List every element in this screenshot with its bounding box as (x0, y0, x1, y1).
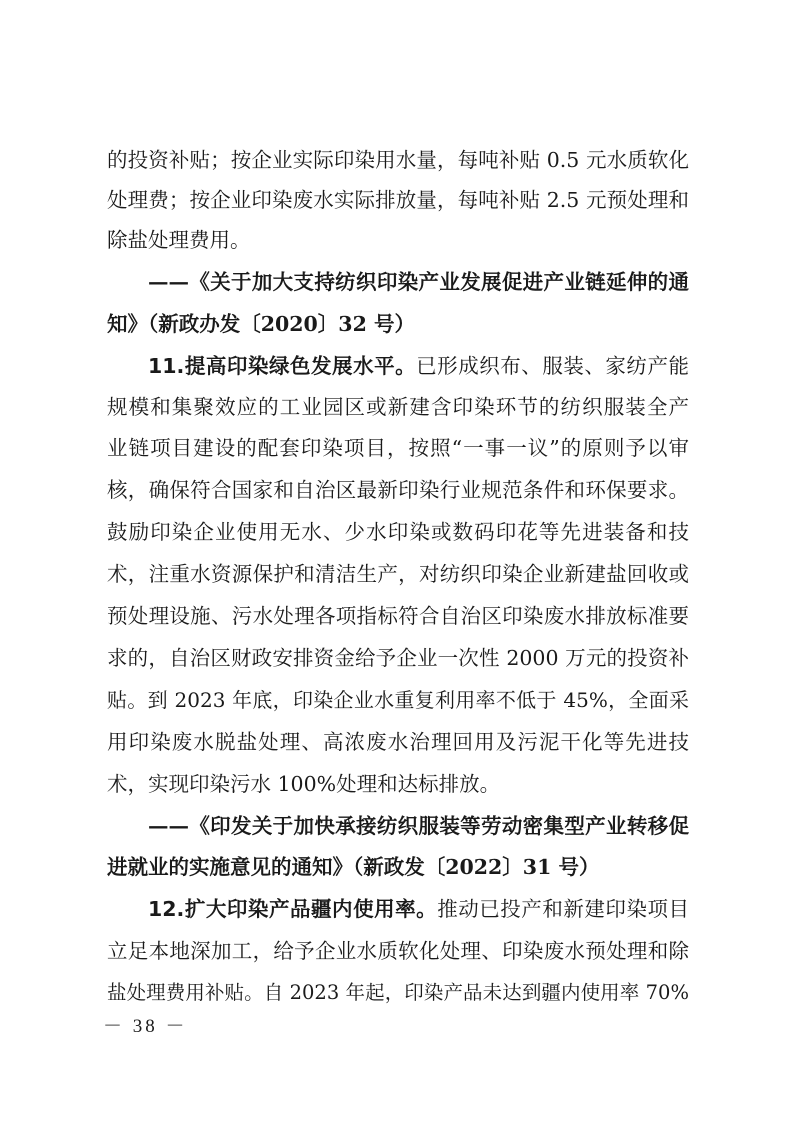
body-text-line: 术，注重水资源保护和清洁生产，对纺织印染企业新建盐回收或 (107, 562, 689, 586)
body-text-line: 盐处理费用补贴。自 2023 年起，印染产品未达到疆内使用率 70% (107, 981, 689, 1004)
source-citation: ——《关于加大支持纺织印染产业发展促进产业链延伸的通 (148, 270, 689, 294)
body-text-line: 求的，自治区财政安排资金给予企业一次性 2000 万元的投资补 (107, 646, 689, 670)
body-text: 推动已投产和新建印染项目 (437, 897, 689, 921)
body-text-line: 规模和集聚效应的工业园区或新建含印染环节的纺织服装全产 (107, 395, 689, 419)
item-11-first-line (148, 352, 689, 380)
page-number: － 38 － (103, 1016, 188, 1037)
item-12-first-line (148, 895, 689, 923)
source-citation: 知》（新政办发〔2020〕32 号） (107, 312, 415, 336)
body-text-line: 处理费；按企业印染废水实际排放量，每吨补贴 2.5 元预处理和 (107, 188, 689, 212)
body-text-line: 预处理设施、污水处理各项指标符合自治区印染废水排放标准要 (107, 604, 689, 628)
body-text-line: 用印染废水脱盐处理、高浓废水治理回用及污泥干化等先进技 (107, 730, 689, 754)
body-text: 已形成织布、服装、家纺产能 (416, 354, 689, 378)
body-text-line: 除盐处理费用。 (107, 228, 251, 252)
body-text-line: 的投资补贴；按企业实际印染用水量，每吨补贴 0.5 元水质软化 (107, 148, 689, 172)
source-citation: ——《印发关于加快承接纺织服装等劳动密集型产业转移促 (148, 814, 689, 838)
body-text-line: 鼓励印染企业使用无水、少水印染或数码印花等先进装备和技 (107, 520, 689, 544)
body-text-line: 贴。到 2023 年底，印染企业水重复利用率不低于 45%，全面采 (107, 688, 689, 712)
item-11-heading: 11.提高印染绿色发展水平。 (148, 354, 417, 378)
body-text-line: 业链项目建设的配套印染项目，按照“一事一议”的原则予以审 (107, 436, 689, 460)
source-citation: 进就业的实施意见的通知》（新政发〔2022〕31 号） (107, 855, 600, 879)
body-text-line: 立足本地深加工，给予企业水质软化处理、印染废水预处理和除 (107, 939, 689, 963)
body-text-line: 术，实现印染污水 100%处理和达标排放。 (107, 772, 501, 796)
item-12-heading: 12.扩大印染产品疆内使用率。 (148, 897, 438, 921)
body-text-line: 核，确保符合国家和自治区最新印染行业规范条件和环保要求。 (107, 478, 689, 502)
